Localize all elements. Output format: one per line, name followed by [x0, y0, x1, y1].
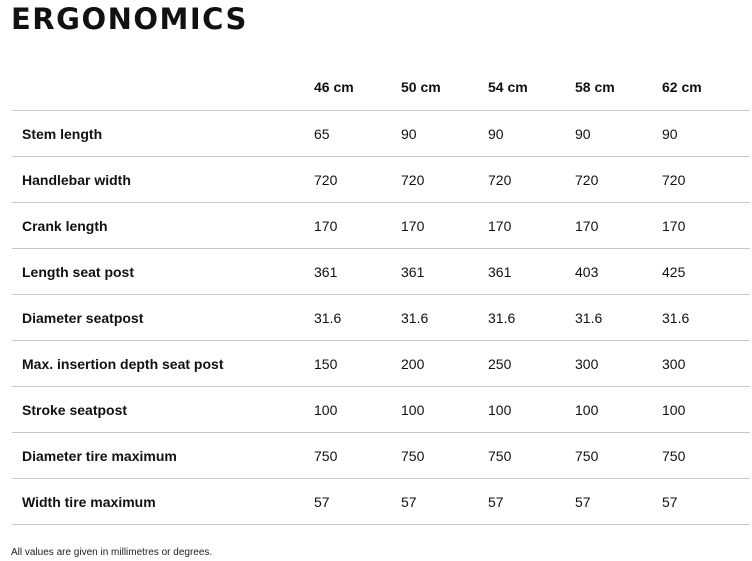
table-row [12, 157, 750, 203]
table-cell: 57 [662, 479, 750, 525]
column-header: 46 cm [314, 64, 401, 111]
column-header: 54 cm [488, 64, 575, 111]
row-label: Width tire maximum [12, 479, 314, 525]
table-cell: 720 [401, 157, 488, 203]
table-cell: 90 [401, 111, 488, 157]
table-row [12, 249, 750, 295]
table-cell: 200 [401, 341, 488, 387]
table-row [12, 203, 750, 249]
table-cell: 170 [488, 203, 575, 249]
table-cell: 750 [314, 433, 401, 479]
header-corner-cell [12, 64, 314, 111]
table-cell: 170 [575, 203, 662, 249]
table-cell: 361 [314, 249, 401, 295]
table-cell: 90 [662, 111, 750, 157]
table-cell: 100 [314, 387, 401, 433]
ergonomics-table [12, 64, 750, 525]
row-label: Stem length [12, 111, 314, 157]
row-label: Length seat post [12, 249, 314, 295]
table-cell: 361 [401, 249, 488, 295]
table-cell: 100 [488, 387, 575, 433]
table-row [12, 111, 750, 157]
row-label: Max. insertion depth seat post [12, 341, 314, 387]
table-cell: 100 [575, 387, 662, 433]
table-row [12, 341, 750, 387]
column-header: 50 cm [401, 64, 488, 111]
table-row [12, 387, 750, 433]
table-row [12, 433, 750, 479]
row-label: Stroke seatpost [12, 387, 314, 433]
column-header: 58 cm [575, 64, 662, 111]
table-cell: 750 [488, 433, 575, 479]
footnote: All values are given in millimetres or degrees. [11, 547, 213, 558]
table-cell: 31.6 [575, 295, 662, 341]
table-cell: 100 [401, 387, 488, 433]
table-cell: 361 [488, 249, 575, 295]
table-cell: 720 [575, 157, 662, 203]
table-cell: 170 [314, 203, 401, 249]
table-cell: 31.6 [488, 295, 575, 341]
table-cell: 57 [401, 479, 488, 525]
table-cell: 750 [401, 433, 488, 479]
table-row [12, 479, 750, 525]
table-cell: 170 [401, 203, 488, 249]
table-cell: 100 [662, 387, 750, 433]
table-cell: 720 [662, 157, 750, 203]
row-label: Diameter seatpost [12, 295, 314, 341]
table-cell: 90 [575, 111, 662, 157]
table-cell: 720 [314, 157, 401, 203]
table-cell: 300 [662, 341, 750, 387]
table-cell: 170 [662, 203, 750, 249]
table-cell: 57 [488, 479, 575, 525]
table-cell: 300 [575, 341, 662, 387]
table-cell: 425 [662, 249, 750, 295]
table-cell: 90 [488, 111, 575, 157]
table-header-row [12, 64, 750, 111]
table-cell: 403 [575, 249, 662, 295]
table-cell: 150 [314, 341, 401, 387]
table-cell: 31.6 [314, 295, 401, 341]
table-row [12, 295, 750, 341]
table-cell: 65 [314, 111, 401, 157]
table-cell: 31.6 [401, 295, 488, 341]
table-cell: 250 [488, 341, 575, 387]
table-cell: 750 [575, 433, 662, 479]
table-cell: 31.6 [662, 295, 750, 341]
row-label: Handlebar width [12, 157, 314, 203]
row-label: Diameter tire maximum [12, 433, 314, 479]
table-cell: 720 [488, 157, 575, 203]
table-cell: 750 [662, 433, 750, 479]
page-title: ERGONOMICS [11, 2, 248, 36]
table-cell: 57 [575, 479, 662, 525]
table-cell: 57 [314, 479, 401, 525]
row-label: Crank length [12, 203, 314, 249]
column-header: 62 cm [662, 64, 750, 111]
